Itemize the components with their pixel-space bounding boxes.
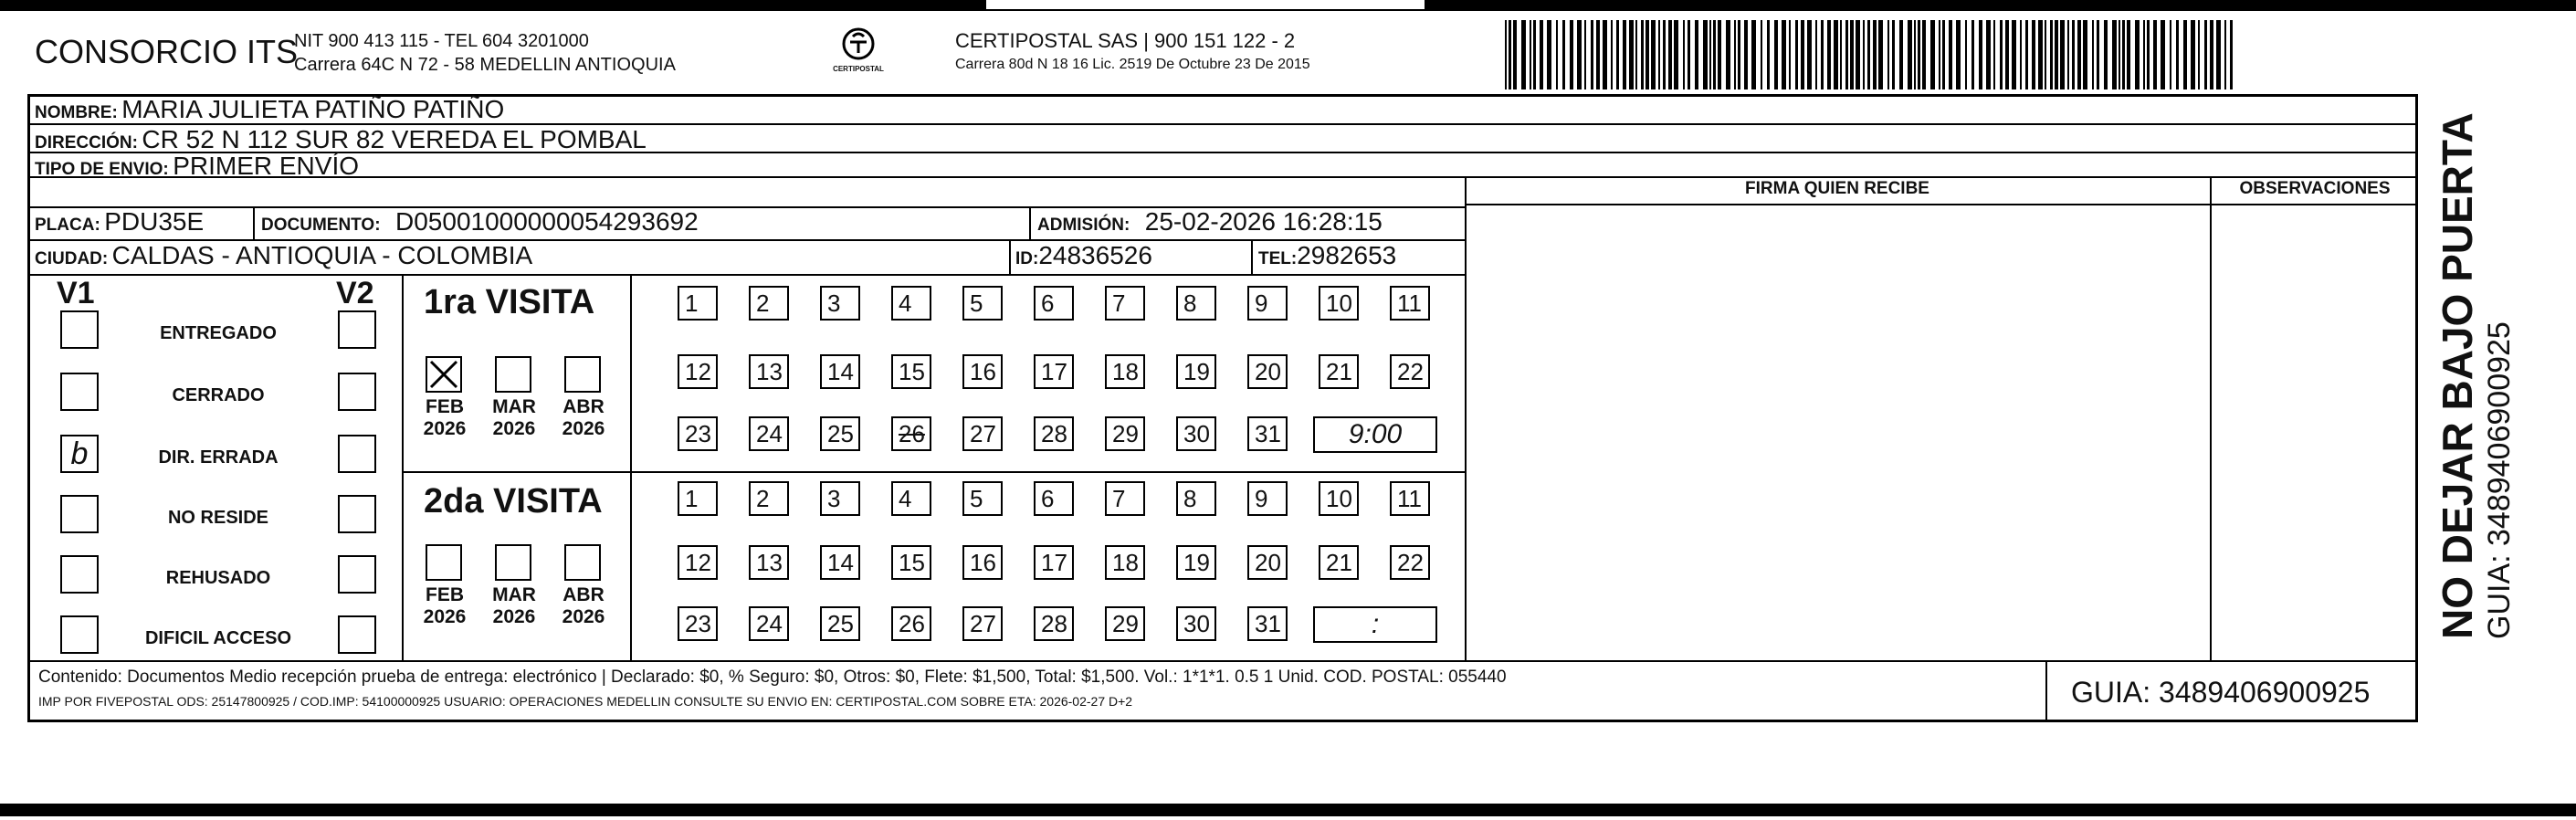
admision-value: 25-02-2026 16:28:15 (1144, 207, 1383, 236)
second-day-19-box[interactable]: 19 (1176, 545, 1216, 580)
month-name: FEB (426, 396, 464, 417)
barcode-bar (1795, 20, 1798, 89)
barcode-bar (1856, 20, 1860, 89)
barcode-bar (1827, 20, 1831, 89)
barcode-bar (2092, 20, 2094, 89)
barcode-bar (1513, 20, 1517, 89)
barcode-bar (1530, 20, 1531, 89)
tipo-value: PRIMER ENVÍO (173, 152, 360, 180)
nombre-row (35, 95, 504, 124)
month-year: 2026 (423, 606, 467, 627)
barcode-bar (2119, 20, 2120, 89)
second-day-20-box[interactable]: 20 (1247, 545, 1288, 580)
status-divider (402, 274, 404, 660)
barcode-bar (1658, 20, 1660, 89)
barcode-bar (1863, 20, 1865, 89)
side-text-block (2433, 91, 2518, 639)
barcode-bar (1850, 20, 1854, 89)
barcode-bar (1584, 20, 1586, 89)
second-day-25-box[interactable]: 25 (820, 606, 860, 641)
first-day-31-box[interactable]: 31 (1247, 416, 1288, 451)
admision-label: ADMISIÓN: (1037, 216, 1130, 235)
second-day-24-box[interactable]: 24 (749, 606, 789, 641)
column-divider (2210, 176, 2212, 660)
first-day-6-box[interactable]: 6 (1034, 286, 1074, 321)
first-day-19-box[interactable]: 19 (1176, 354, 1216, 389)
tel-cell (1258, 241, 1396, 270)
second-day-21-box[interactable]: 21 (1319, 545, 1359, 580)
status-label-rehusado: REHUSADO (165, 568, 271, 588)
second-month-abr-checkbox[interactable] (564, 544, 601, 581)
barcode-bar (1899, 20, 1903, 89)
barcode-bar (1629, 20, 1634, 89)
barcode-bar (2045, 20, 2046, 89)
first-day-27-box[interactable]: 27 (962, 416, 1003, 451)
second-day-7-box[interactable]: 7 (1105, 481, 1145, 516)
month-name: ABR (563, 584, 605, 605)
month-name: ABR (563, 396, 605, 417)
first-day-16-box[interactable]: 16 (962, 354, 1003, 389)
first-month-mar-checkbox[interactable] (495, 356, 531, 393)
barcode-bar (1635, 20, 1637, 89)
documento-value: D05001000000054293692 (395, 207, 699, 236)
barcode-bar (2005, 20, 2009, 89)
firma-label: FIRMA QUIEN RECIBE (1745, 179, 1929, 198)
first-day-11-box[interactable]: 11 (1390, 286, 1430, 321)
v2-dir-errada-checkbox[interactable] (338, 435, 376, 473)
logo-icon (840, 26, 877, 62)
visit-divider (402, 471, 1465, 473)
observaciones-label: OBSERVACIONES (2239, 179, 2391, 198)
row-divider (27, 176, 2418, 178)
v2-entregado-checkbox[interactable] (338, 310, 376, 349)
barcode-bar (1979, 20, 1982, 89)
visit-divider-vertical (630, 274, 632, 660)
company-address: Carrera 64C N 72 - 58 MEDELLIN ANTIOQUIA (294, 55, 676, 75)
second-day-9-box[interactable]: 9 (1247, 481, 1288, 516)
observaciones-header (2212, 179, 2418, 199)
footer-guia-divider (2045, 660, 2047, 722)
v1-cerrado-checkbox[interactable] (60, 373, 99, 411)
barcode-bar (2097, 20, 2099, 89)
v1-no-reside-checkbox[interactable] (60, 495, 99, 533)
first-day-21-box[interactable]: 21 (1319, 354, 1359, 389)
barcode-bar (1761, 20, 1762, 89)
barcode-bar (1986, 20, 1991, 89)
second-day-18-box[interactable]: 18 (1105, 545, 1145, 580)
barcode-bar (1845, 20, 1848, 89)
first-time-box[interactable]: 9:00 (1313, 416, 1437, 453)
first-day-17-box[interactable]: 17 (1034, 354, 1074, 389)
first-month-abr-checkbox[interactable] (564, 356, 601, 393)
second-time-box[interactable]: : (1313, 606, 1437, 643)
first-month-label (420, 396, 469, 440)
first-day-4-box[interactable]: 4 (891, 286, 931, 321)
id-cell (1015, 241, 1152, 270)
barcode-bar (1887, 20, 1889, 89)
second-month-label (559, 584, 608, 628)
contenido-text: Contenido: Documentos Medio recepción prueba de entrega: electrónico | Declarado: $0, % Seguro: $0, Otros: $0, Flete: $1,500, Total: $1,500. Vol.: 1*1*1. 0.5 1 Unid. COD. POSTAL: 055440 (38, 668, 1507, 687)
month-name: FEB (426, 584, 464, 605)
month-year: 2026 (562, 418, 605, 439)
ciudad-value: CALDAS - ANTIOQUIA - COLOMBIA (111, 241, 533, 269)
second-day-11-box[interactable]: 11 (1390, 481, 1430, 516)
barcode-bar (2060, 20, 2065, 89)
cell-divider (1251, 239, 1253, 274)
first-visit-title: 1ra VISITA (424, 283, 595, 321)
barcode (1505, 20, 2240, 89)
barcode-bar (1603, 20, 1607, 89)
first-day-26-box[interactable]: 26 (891, 416, 931, 451)
second-day-22-box[interactable]: 22 (1390, 545, 1430, 580)
first-day-7-box[interactable]: 7 (1105, 286, 1145, 321)
barcode-bar (1596, 20, 1600, 89)
second-visit-title: 2da VISITA (424, 482, 603, 520)
first-day-5-box[interactable]: 5 (962, 286, 1003, 321)
month-name: MAR (492, 584, 536, 605)
second-day-23-box[interactable]: 23 (678, 606, 718, 641)
tipo-row (35, 152, 359, 181)
barcode-bar (2072, 20, 2075, 89)
second-day-16-box[interactable]: 16 (962, 545, 1003, 580)
first-day-9-box[interactable]: 9 (1247, 286, 1288, 321)
second-day-8-box[interactable]: 8 (1176, 481, 1216, 516)
barcode-bar (1547, 20, 1551, 89)
barcode-bar (1641, 20, 1644, 89)
first-day-30-box[interactable]: 30 (1176, 416, 1216, 451)
second-day-3-box[interactable]: 3 (820, 481, 860, 516)
barcode-bar (1965, 20, 1967, 89)
first-day-28-box[interactable]: 28 (1034, 416, 1074, 451)
barcode-bar (1930, 20, 1935, 89)
barcode-bar (2224, 20, 2226, 89)
v2-rehusado-checkbox[interactable] (338, 555, 376, 594)
barcode-bar (1821, 20, 1824, 89)
barcode-bar (1562, 20, 1565, 89)
barcode-bar (1840, 20, 1842, 89)
barcode-bar (1892, 20, 1895, 89)
barcode-bar (1867, 20, 1870, 89)
v2-dificil-acceso-checkbox[interactable] (338, 615, 376, 654)
barcode-bar (1509, 20, 1511, 89)
month-year: 2026 (492, 418, 536, 439)
v1-rehusado-checkbox[interactable] (60, 555, 99, 594)
month-year: 2026 (492, 606, 536, 627)
barcode-bar (1663, 20, 1666, 89)
barcode-bar (1815, 20, 1817, 89)
cell-divider (1029, 206, 1031, 239)
barcode-bar (2020, 20, 2022, 89)
second-day-6-box[interactable]: 6 (1034, 481, 1074, 516)
barcode-bar (1718, 20, 1721, 89)
first-day-18-box[interactable]: 18 (1105, 354, 1145, 389)
second-day-28-box[interactable]: 28 (1034, 606, 1074, 641)
first-day-22-box[interactable]: 22 (1390, 354, 1430, 389)
certipostal-logo (833, 26, 884, 73)
first-month-label (489, 396, 539, 440)
barcode-bar (1577, 20, 1582, 89)
barcode-bar (1942, 20, 1945, 89)
barcode-bar (1734, 20, 1736, 89)
barcode-bar (2204, 20, 2207, 89)
first-day-3-box[interactable]: 3 (820, 286, 860, 321)
barcode-bar (1651, 20, 1656, 89)
x-mark-icon (427, 358, 460, 391)
first-day-29-box[interactable]: 29 (1105, 416, 1145, 451)
firma-header (1465, 179, 2210, 199)
barcode-bar (2143, 20, 2145, 89)
second-day-5-box[interactable]: 5 (962, 481, 1003, 516)
barcode-bar (1713, 20, 1716, 89)
barcode-bar (1521, 20, 1526, 89)
barcode-bar (1939, 20, 1940, 89)
barcode-bar (1971, 20, 1974, 89)
barcode-bar (1878, 20, 1883, 89)
first-month-label (559, 396, 608, 440)
first-day-23-box[interactable]: 23 (678, 416, 718, 451)
barcode-bar (1738, 20, 1740, 89)
barcode-bar (2012, 20, 2016, 89)
barcode-bar (1709, 20, 1711, 89)
barcode-bar (2183, 20, 2187, 89)
second-day-4-box[interactable]: 4 (891, 481, 931, 516)
barcode-bar (2135, 20, 2140, 89)
barcode-bar (1570, 20, 1573, 89)
documento-label: DOCUMENTO: (261, 216, 381, 235)
barcode-bar (1668, 20, 1672, 89)
first-day-1-box[interactable]: 1 (678, 286, 718, 321)
placa-label: PLACA: (35, 216, 100, 235)
month-name: MAR (492, 396, 536, 417)
barcode-bar (2176, 20, 2179, 89)
direccion-label: DIRECCIÓN: (35, 133, 138, 152)
second-month-mar-checkbox[interactable] (495, 544, 531, 581)
barcode-bar (1918, 20, 1920, 89)
barcode-bar (1908, 20, 1912, 89)
barcode-bar (2050, 20, 2053, 89)
documento-cell (261, 207, 699, 237)
barcode-bar (1922, 20, 1926, 89)
barcode-bar (2170, 20, 2171, 89)
barcode-bar (1674, 20, 1678, 89)
first-day-25-box[interactable]: 25 (820, 416, 860, 451)
barcode-bar (1914, 20, 1916, 89)
first-day-13-box[interactable]: 13 (749, 354, 789, 389)
second-month-label (489, 584, 539, 628)
barcode-bar (2038, 20, 2043, 89)
barcode-bar (1695, 20, 1698, 89)
side-guia: GUIA: 3489406900925 (2482, 321, 2517, 639)
barcode-bar (1789, 20, 1791, 89)
barcode-bar (1956, 20, 1961, 89)
v1-label: V1 (57, 276, 95, 310)
barcode-bar (2077, 20, 2081, 89)
second-day-10-box[interactable]: 10 (1319, 481, 1359, 516)
barcode-bar (2122, 20, 2125, 89)
status-label-cerrado: CERRADO (172, 385, 265, 405)
id-value: 24836526 (1038, 241, 1152, 269)
direccion-value: CR 52 N 112 SUR 82 VEREDA EL POMBAL (142, 125, 647, 153)
barcode-bar (2230, 20, 2233, 89)
second-day-26-box[interactable]: 26 (891, 606, 931, 641)
month-year: 2026 (562, 606, 605, 627)
barcode-bar (1533, 20, 1536, 89)
second-day-27-box[interactable]: 27 (962, 606, 1003, 641)
imp-text: IMP POR FIVEPOSTAL ODS: 25147800925 / COD.IMP: 54100000925 USUARIO: OPERACIONES MEDELLIN CONSULTE SU ENVIO EN: CERTIPOSTAL.COM SOBRE ETA: 2026-02-27 D+2 (38, 694, 1133, 709)
second-month-label (420, 584, 469, 628)
row-divider (27, 274, 1465, 276)
second-day-2-box[interactable]: 2 (749, 481, 789, 516)
second-day-31-box[interactable]: 31 (1247, 606, 1288, 641)
barcode-bar (1993, 20, 1995, 89)
barcode-bar (2210, 20, 2213, 89)
barcode-bar (2147, 20, 2150, 89)
barcode-bar (1807, 20, 1812, 89)
barcode-bar (2000, 20, 2003, 89)
second-day-15-box[interactable]: 15 (891, 545, 931, 580)
barcode-bar (2112, 20, 2117, 89)
bottom-border-bar (0, 804, 2576, 816)
barcode-bar (2055, 20, 2058, 89)
second-day-17-box[interactable]: 17 (1034, 545, 1074, 580)
barcode-bar (1744, 20, 1748, 89)
status-label-dificil-acceso: DIFICIL ACCESO (144, 628, 291, 648)
status-label-dir-errada: DIR. ERRADA (158, 447, 279, 468)
barcode-bar (1505, 20, 1507, 89)
second-day-30-box[interactable]: 30 (1176, 606, 1216, 641)
second-day-29-box[interactable]: 29 (1105, 606, 1145, 641)
barcode-bar (2198, 20, 2200, 89)
second-month-feb-checkbox[interactable] (426, 544, 462, 581)
cell-divider (253, 206, 255, 239)
barcode-bar (1540, 20, 1543, 89)
top-border-notch (986, 0, 1425, 9)
month-year: 2026 (423, 418, 467, 439)
first-day-2-box[interactable]: 2 (749, 286, 789, 321)
barcode-bar (1703, 20, 1708, 89)
tel-value: 2982653 (1297, 241, 1397, 269)
barcode-bar (1834, 20, 1838, 89)
barcode-bar (1623, 20, 1626, 89)
barcode-bar (1751, 20, 1756, 89)
second-day-1-box[interactable]: 1 (678, 481, 718, 516)
carrier-address: Carrera 80d N 18 16 Lic. 2519 De Octubre 23 De 2015 (955, 57, 1310, 72)
barcode-bar (2216, 20, 2221, 89)
barcode-bar (1556, 20, 1558, 89)
first-day-12-box[interactable]: 12 (678, 354, 718, 389)
first-day-15-box[interactable]: 15 (891, 354, 931, 389)
barcode-bar (2127, 20, 2130, 89)
second-day-14-box[interactable]: 14 (820, 545, 860, 580)
v1-dificil-acceso-checkbox[interactable] (60, 615, 99, 654)
barcode-bar (1801, 20, 1804, 89)
barcode-bar (1611, 20, 1613, 89)
barcode-bar (1767, 20, 1770, 89)
barcode-bar (2104, 20, 2108, 89)
barcode-bar (1591, 20, 1593, 89)
side-warning: NO DEJAR BAJO PUERTA (2434, 112, 2481, 639)
barcode-bar (1688, 20, 1690, 89)
second-day-13-box[interactable]: 13 (749, 545, 789, 580)
v1-entregado-checkbox[interactable] (60, 310, 99, 349)
placa-value: PDU35E (104, 207, 205, 236)
barcode-bar (1683, 20, 1685, 89)
first-day-10-box[interactable]: 10 (1319, 286, 1359, 321)
barcode-bar (2161, 20, 2165, 89)
barcode-bar (2032, 20, 2035, 89)
barcode-bar (1782, 20, 1786, 89)
second-day-12-box[interactable]: 12 (678, 545, 718, 580)
status-label-entregado: ENTREGADO (160, 323, 277, 343)
first-month-feb-checkbox[interactable] (426, 356, 462, 393)
column-divider (1465, 176, 1467, 660)
logo-text: CERTIPOSTAL (833, 65, 884, 73)
first-day-24-box[interactable]: 24 (749, 416, 789, 451)
footer-guia: GUIA: 3489406900925 (2071, 676, 2371, 709)
admision-cell (1037, 207, 1383, 237)
handwritten-check-mark: b (70, 436, 89, 471)
barcode-bar (2025, 20, 2028, 89)
v2-cerrado-checkbox[interactable] (338, 373, 376, 411)
v2-label: V2 (336, 276, 374, 310)
placa-cell (35, 207, 204, 237)
nombre-label: NOMBRE: (35, 103, 118, 122)
ciudad-label: CIUDAD: (35, 249, 109, 268)
v2-no-reside-checkbox[interactable] (338, 495, 376, 533)
signature-header-divider (1465, 204, 2418, 205)
first-day-20-box[interactable]: 20 (1247, 354, 1288, 389)
barcode-bar (1645, 20, 1649, 89)
tipo-label: TIPO DE ENVIO: (35, 160, 169, 179)
ciudad-cell (35, 241, 532, 270)
barcode-bar (2067, 20, 2069, 89)
direccion-row (35, 125, 647, 154)
company-name: CONSORCIO ITS (35, 33, 299, 70)
carrier-name: CERTIPOSTAL SAS | 900 151 122 - 2 (955, 29, 1296, 52)
barcode-bar (2153, 20, 2157, 89)
company-nit: NIT 900 413 115 - TEL 604 3201000 (294, 31, 589, 51)
tel-label: TEL: (1258, 249, 1298, 268)
status-label-no-reside: NO RESIDE (167, 508, 269, 528)
barcode-bar (1949, 20, 1952, 89)
first-day-14-box[interactable]: 14 (820, 354, 860, 389)
nombre-value: MARIA JULIETA PATIÑO PATIÑO (121, 95, 505, 123)
id-label: ID: (1015, 249, 1039, 268)
cell-divider (1009, 239, 1011, 274)
barcode-bar (2191, 20, 2195, 89)
barcode-bar (1774, 20, 1778, 89)
barcode-bar (1616, 20, 1619, 89)
barcode-bar (1873, 20, 1877, 89)
barcode-bar (1726, 20, 1730, 89)
footer-divider (27, 660, 2418, 662)
first-day-8-box[interactable]: 8 (1176, 286, 1216, 321)
barcode-bar (2083, 20, 2087, 89)
